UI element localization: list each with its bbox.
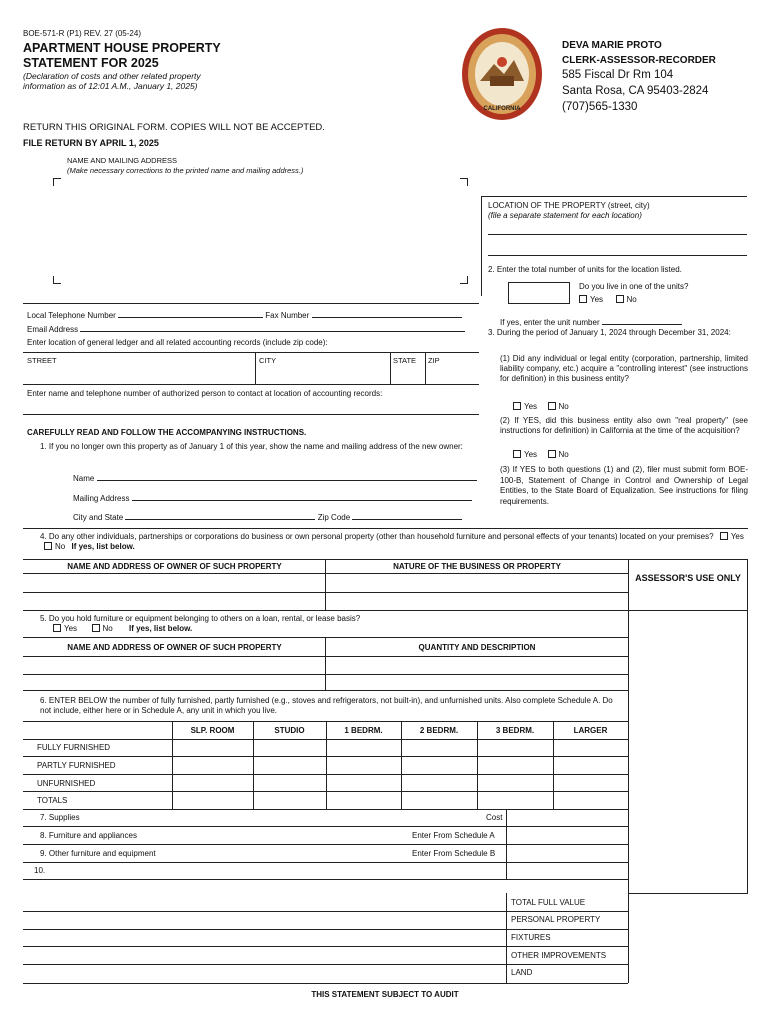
street-label: STREET [27, 356, 57, 365]
q3-part2-options: Yes No [513, 450, 569, 459]
unit-number-label: If yes, enter the unit number [500, 316, 682, 327]
total-fixtures: FIXTURES [511, 933, 551, 942]
q5-col2-header: QUANTITY AND DESCRIPTION [418, 643, 536, 652]
new-owner-mailing-row: Mailing Address [73, 492, 472, 503]
location-hint: (file a separate statement for each location) [488, 211, 642, 220]
authorized-person-field[interactable] [23, 414, 479, 415]
row-fully-furnished: FULLY FURNISHED [37, 743, 111, 752]
row-partly-furnished: PARTLY FURNISHED [37, 761, 116, 770]
location-line[interactable] [488, 234, 747, 235]
new-owner-zip-field[interactable] [352, 511, 462, 520]
assessor-address1: 585 Fiscal Dr Rm 104 [562, 69, 674, 81]
corner-mark [53, 276, 61, 284]
q1-text: 1. If you no longer own this property as of January 1 of this year, show the name and mailing address of the new owner: [40, 442, 463, 451]
city-label: CITY [259, 356, 277, 365]
careful-read-notice: CAREFULLY READ AND FOLLOW THE ACCOMPANYING INSTRUCTIONS. [27, 428, 307, 437]
form-title-line2: STATEMENT FOR 2025 [23, 56, 159, 70]
q5-row[interactable] [23, 690, 628, 691]
form-subtitle: (Declaration of costs and other related property information as of 12:01 A.M., January 1, 2025) [23, 71, 201, 91]
q3-part3: (3) If YES to both questions (1) and (2), filer must submit form BOE-100-B, Statement of Change in Control and Ownership of Legal Entities, to the State Board of Equalization. See instructions for filing requirements. [500, 465, 748, 506]
email-row: Email Address [27, 323, 465, 334]
corner-mark [53, 178, 61, 186]
total-land: LAND [511, 968, 533, 977]
total-other-improvements: OTHER IMPROVEMENTS [511, 951, 607, 960]
q5-no-checkbox[interactable] [92, 624, 100, 632]
q5-yes-checkbox[interactable] [53, 624, 61, 632]
col-3-bedrm: 3 BEDRM. [495, 726, 535, 735]
col-2-bedrm: 2 BEDRM. [419, 726, 459, 735]
new-owner-name-field[interactable] [97, 472, 477, 481]
total-personal-property: PERSONAL PROPERTY [511, 915, 601, 924]
county-seal-icon [460, 26, 544, 122]
q3-p2-no-checkbox[interactable] [548, 450, 556, 458]
item-10: 10. [34, 866, 46, 875]
q3-p1-no-checkbox[interactable] [548, 402, 556, 410]
assessor-title: CLERK-ASSESSOR-RECORDER [562, 55, 716, 66]
new-owner-city-field[interactable] [125, 511, 315, 520]
assessor-address2: Santa Rosa, CA 95403-2824 [562, 85, 709, 97]
col-studio: STUDIO [274, 726, 305, 735]
corner-mark [460, 276, 468, 284]
item-7-supplies: 7. Supplies [40, 813, 80, 822]
corner-mark [460, 178, 468, 186]
q2-text: 2. Enter the total number of units for the location listed. [488, 265, 682, 274]
item-8-schedule: Enter From Schedule A [412, 831, 495, 840]
q3-part1: (1) Did any individual or legal entity (corporation, partnership, limited liability company, etc.) acquire a "controlling interest" (see instructions for definition) in this business entity? [500, 354, 748, 383]
q4-text: 4. Do any other individuals, partnerships or corporations do business or own personal property (other than household furniture and personal effects of your tenants) located on your premises? Yes No If yes, list below. [40, 532, 744, 551]
item-9-schedule: Enter From Schedule B [412, 849, 496, 858]
q3-part2: (2) If YES, did this business entity also own "real property" (see instructions for definition) in California at the time of the acquisition? [500, 416, 748, 435]
live-yes-checkbox[interactable] [579, 295, 587, 303]
row-totals: TOTALS [37, 796, 68, 805]
total-units-field[interactable] [508, 282, 570, 304]
col-slp-room: SLP. ROOM [190, 726, 235, 735]
item-8-furniture: 8. Furniture and appliances [40, 831, 137, 840]
audit-footer: THIS STATEMENT SUBJECT TO AUDIT [311, 990, 459, 999]
q4-row[interactable] [23, 610, 628, 611]
live-in-unit-question: Do you live in one of the units? [579, 282, 689, 291]
location-line[interactable] [488, 255, 747, 256]
row-unfurnished: UNFURNISHED [37, 779, 96, 788]
live-in-unit-options: Yes No [579, 295, 637, 304]
q3-p2-yes-checkbox[interactable] [513, 450, 521, 458]
new-owner-name-row: Name [73, 472, 477, 483]
q3-intro: 3. During the period of January 1, 2024 through December 31, 2024: [488, 328, 731, 337]
col-larger: LARGER [573, 726, 608, 735]
svg-text:CALIFORNIA: CALIFORNIA [483, 106, 521, 112]
q5-text: 5. Do you hold furniture or equipment belonging to others on a loan, rental, or lease basis? [40, 614, 361, 623]
q6-text: 6. ENTER BELOW the number of fully furnished, partly furnished (e.g., stoves and refrigerators, not built-in), and unfurnished units. Also complete Schedule A. Do not include, either here or in Schedule A, any unit in which you live. [40, 696, 613, 715]
return-original-notice: RETURN THIS ORIGINAL FORM. COPIES WILL NOT BE ACCEPTED. [23, 122, 325, 133]
file-by-notice: FILE RETURN BY APRIL 1, 2025 [23, 138, 159, 148]
name-address-label: NAME AND MAILING ADDRESS [67, 156, 178, 165]
new-owner-city-row: City and State Zip Code [73, 511, 462, 522]
zip-label: ZIP [428, 356, 440, 365]
live-no-checkbox[interactable] [616, 295, 624, 303]
location-label: LOCATION OF THE PROPERTY (street, city) [488, 201, 650, 210]
col-1-bedrm: 1 BEDRM. [344, 726, 383, 735]
state-label: STATE [393, 356, 417, 365]
q4-no-checkbox[interactable] [44, 542, 52, 550]
fax-field[interactable] [312, 309, 462, 318]
total-full-value: TOTAL FULL VALUE [511, 898, 586, 907]
new-owner-mailing-field[interactable] [132, 492, 472, 501]
name-address-hint: (Make necessary corrections to the printed name and mailing address.) [67, 166, 304, 175]
phone-field[interactable] [118, 309, 263, 318]
unit-number-field[interactable] [602, 316, 682, 325]
authorized-person-label: Enter name and telephone number of authorized person to contact at location of accounting records: [27, 389, 383, 398]
item-9-other: 9. Other furniture and equipment [40, 849, 156, 858]
q3-p1-yes-checkbox[interactable] [513, 402, 521, 410]
item-7-cost: Cost [486, 813, 503, 822]
q4-col1-header: NAME AND ADDRESS OF OWNER OF SUCH PROPERTY [67, 562, 282, 571]
form-id: BOE-571-R (P1) REV. 27 (05-24) [23, 29, 141, 38]
q5-options: Yes No If yes, list below. [53, 624, 192, 633]
q3-part1-options: Yes No [513, 402, 569, 411]
form-title-line1: APARTMENT HOUSE PROPERTY [23, 41, 221, 55]
assessor-name: DEVA MARIE PROTO [562, 40, 662, 51]
q4-col2-header: NATURE OF THE BUSINESS OR PROPERTY [393, 562, 561, 571]
ledger-label: Enter location of general ledger and all related accounting records (include zip code): [27, 338, 328, 347]
q4-yes-checkbox[interactable] [720, 532, 728, 540]
assessor-phone: (707)565-1330 [562, 101, 638, 113]
email-field[interactable] [80, 323, 465, 332]
assessors-use-only: ASSESSOR'S USE ONLY [635, 573, 741, 583]
phone-fax-row: Local Telephone Number Fax Number [27, 309, 482, 320]
q5-col1-header: NAME AND ADDRESS OF OWNER OF SUCH PROPERTY [67, 643, 282, 652]
